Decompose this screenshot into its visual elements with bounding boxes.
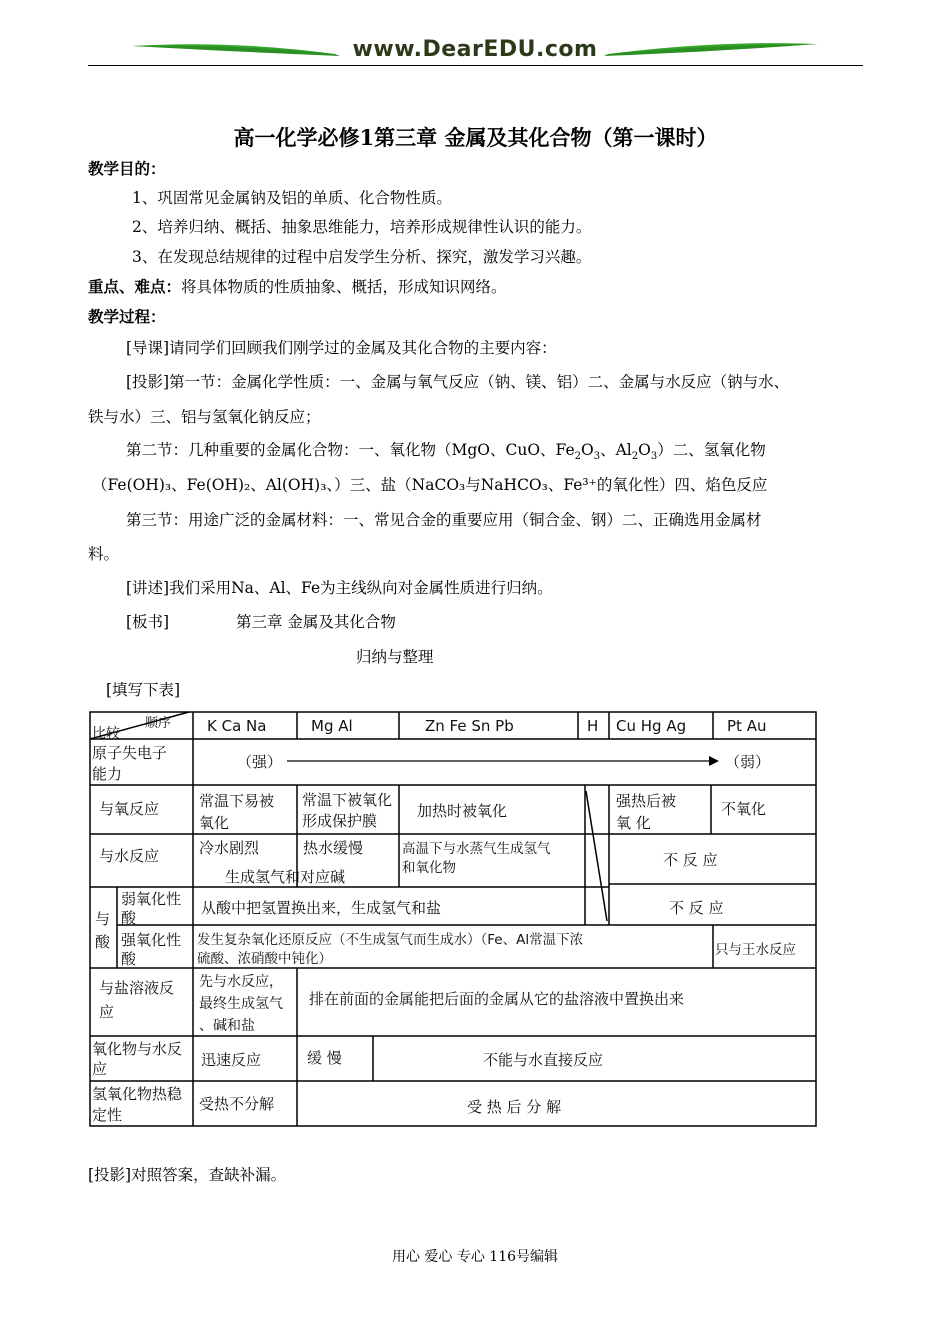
section2-b: O — [581, 441, 594, 459]
section2-line1 — [126, 438, 766, 462]
board-chapter: 第三章 金属及其化合物 — [236, 613, 396, 631]
acid-weak-2: 酸 — [121, 909, 137, 927]
water-c1: 冷水剧烈 — [199, 839, 260, 857]
intro-text: [导课]请同学们回顾我们刚学过的金属及其化合物的主要内容： — [126, 339, 557, 357]
order-col-5: Cu Hg Ag — [616, 717, 687, 735]
corner-order: 顺序 — [145, 716, 172, 731]
logo-text: www.DearEDU.com — [352, 37, 598, 62]
acid-weak-text: 从酸中把氢置换出来，生成氢气和盐 — [201, 899, 442, 917]
oxide-label-1: 氧化物与水反 — [92, 1040, 183, 1058]
acid-weak-none: 不 反 应 — [669, 899, 724, 917]
oxygen-c3: 加热时被氧化 — [417, 802, 508, 820]
section2-c: 、Al — [600, 441, 632, 459]
process-label: 教学过程： — [88, 307, 166, 326]
hydroxide-c2: 受 热 后 分 解 — [467, 1098, 562, 1116]
objective-item-3: 3、在发现总结规律的过程中启发学生分析、探究，激发学习兴趣。 — [132, 248, 592, 266]
projection-end: [投影]对照答案，查缺补漏。 — [88, 1166, 287, 1184]
electron-label-1: 原子失电子 — [92, 744, 168, 762]
hydroxide-c1: 受热不分解 — [199, 1095, 275, 1113]
order-col-3: Zn Fe Sn Pb — [425, 717, 514, 735]
board-sub: 归纳与整理 — [356, 648, 434, 666]
electron-strong: （强） — [237, 753, 283, 771]
keypoints-text: 将具体物质的性质抽象、概括，形成知识网络。 — [181, 278, 507, 296]
projection-1a: [投影]第一节：金属化学性质：一、金属与氧气反应（钠、镁、铝）二、金属与水反应（钠与水、 — [126, 373, 790, 391]
acid-strong-text-1: 发生复杂氧化还原反应（不生成氢气而生成水）（Fe、Al常温下浓 — [197, 932, 584, 948]
table-grid — [89, 711, 817, 1128]
oxide-c2: 缓 慢 — [307, 1049, 342, 1067]
acid-strong-last: 只与王水反应 — [715, 942, 796, 958]
oxide-c1: 迅速反应 — [201, 1051, 262, 1069]
water-c2: 热水缓慢 — [303, 839, 364, 857]
electron-label-2: 能力 — [92, 765, 123, 783]
salt-c1-3: 、碱和盐 — [199, 1018, 255, 1034]
order-col-2: Mg Al — [311, 717, 353, 735]
corner-compare: 比较 — [92, 726, 120, 742]
objective-item-1: 1、巩固常见金属钠及铝的单质、化合物性质。 — [132, 189, 452, 207]
water-c3-1: 高温下与水蒸气生成氢气 — [402, 841, 551, 857]
section2-line2: （Fe(OH)₃、Fe(OH)₂、Al(OH)₃、）三、盐（NaCO₃与NaHCO₃、Fe³⁺的氧化性）四、焰色反应 — [92, 476, 768, 494]
order-col-4: H — [587, 717, 599, 735]
section2-e: ）二、氢氧化物 — [657, 441, 766, 459]
metal-properties-table — [89, 711, 817, 1128]
oxygen-c4-2: 氧 化 — [616, 814, 651, 832]
acid-strong-2: 酸 — [121, 950, 137, 968]
oxygen-c1-1: 常温下易被 — [199, 792, 275, 810]
sub-2a: 2 — [574, 451, 582, 463]
water-label: 与水反应 — [99, 847, 160, 865]
sub-2b: 2 — [631, 451, 639, 463]
page-title: 高一化学必修1第三章 金属及其化合物（第一课时） — [233, 125, 718, 150]
salt-c1-2: 最终生成氢气 — [199, 996, 283, 1012]
acid-strong-text-2: 硫酸、浓硝酸中钝化） — [197, 951, 332, 967]
section3-a: 第三节：用途广泛的金属材料：一、常见合金的重要应用（铜合金、钢）二、正确选用金属材 — [126, 511, 762, 529]
lecture-text: [讲述]我们采用Na、Al、Fe为主线纵向对金属性质进行归纳。 — [126, 579, 553, 597]
acid-weak-1: 弱氧化性 — [121, 890, 182, 908]
sub-3b: 3 — [650, 451, 658, 463]
header-rule — [88, 65, 863, 66]
keypoints-label: 重点、难点： — [88, 277, 182, 296]
order-col-1: K Ca Na — [207, 717, 267, 735]
section2-d: O — [638, 441, 651, 459]
sub-3a: 3 — [593, 451, 601, 463]
projection-1b: 铁与水）三、铝与氢氧化钠反应； — [88, 408, 321, 426]
salt-c1-1: 先与水反应， — [199, 974, 283, 990]
oxygen-c4-1: 强热后被 — [616, 792, 677, 810]
water-c3-2: 和氧化物 — [402, 860, 456, 876]
hydroxide-label-2: 定性 — [92, 1106, 123, 1124]
acid-group-1: 与 — [95, 910, 111, 928]
oxygen-c1-2: 氧化 — [199, 814, 230, 832]
oxide-label-2: 应 — [92, 1060, 108, 1078]
salt-label-2: 应 — [99, 1003, 115, 1021]
fill-table-label: [填写下表] — [106, 681, 181, 699]
arrow-head-icon — [709, 756, 719, 766]
objectives-label: 教学目的： — [88, 159, 166, 178]
electron-weak: （弱） — [725, 753, 771, 771]
water-c4: 不 反 应 — [663, 851, 718, 869]
oxygen-c2-1: 常温下被氧化 — [302, 791, 393, 809]
salt-c2: 排在前面的金属能把后面的金属从它的盐溶液中置换出来 — [309, 990, 685, 1008]
acid-group-2: 酸 — [95, 933, 111, 951]
section2-a: 第二节：几种重要的金属化合物：一、氧化物（MgO、CuO、Fe — [126, 441, 575, 459]
oxygen-c5: 不氧化 — [721, 800, 767, 818]
salt-label-1: 与盐溶液反 — [99, 979, 175, 997]
order-col-6: Pt Au — [727, 717, 767, 735]
footer-text: 用心 爱心 专心 116号编辑 — [391, 1249, 559, 1265]
water-below: 生成氢气和对应碱 — [225, 868, 346, 886]
oxygen-c2-2: 形成保护膜 — [302, 812, 378, 830]
section3-b: 料。 — [88, 545, 120, 563]
keypoints — [88, 275, 507, 297]
objective-item-2: 2、培养归纳、概括、抽象思维能力，培养形成规律性认识的能力。 — [132, 218, 592, 236]
oxygen-label: 与氧反应 — [99, 800, 160, 818]
board-label: [板书] — [126, 613, 170, 631]
hydroxide-label-1: 氢氧化物热稳 — [92, 1085, 183, 1103]
oxide-c3: 不能与水直接反应 — [483, 1051, 604, 1069]
acid-strong-1: 强氧化性 — [121, 931, 182, 949]
